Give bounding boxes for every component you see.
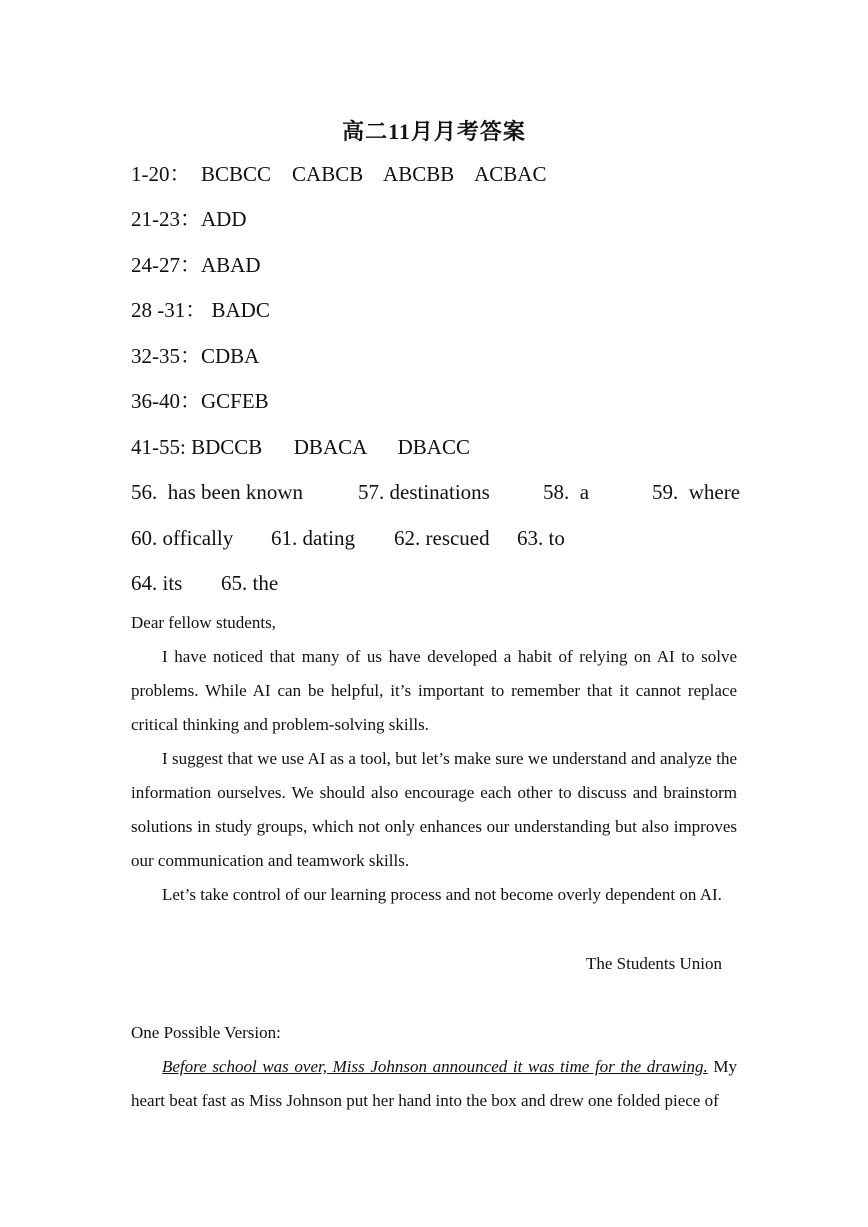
- answer-line-21-23: 21-23：ADD: [131, 207, 247, 231]
- fill-answer-58: 58. a: [543, 480, 590, 504]
- letter-paragraph-3: Let’s take control of our learning process and not become overly dependent on AI.: [162, 885, 722, 904]
- fill-answer-62: 62. rescued: [394, 526, 490, 550]
- story-section: [131, 1016, 737, 1118]
- answer-line-36-40: 36-40：GCFEB: [131, 389, 269, 413]
- story-heading: One Possible Version:: [131, 1023, 281, 1042]
- page-title: 高二11月月考答案: [342, 119, 526, 144]
- answer-line-24-27: 24-27：ABAD: [131, 253, 261, 277]
- fill-answer-57: 57. destinations: [358, 480, 490, 504]
- letter-signature: The Students Union: [586, 954, 722, 973]
- fill-answer-64: 64. its: [131, 571, 183, 595]
- fill-answer-60: 60. offically: [131, 526, 234, 550]
- fill-answer-59: 59. where: [652, 480, 741, 504]
- answer-line-1-20: 1-20： BCBCC CABCB ABCBB ACBAC: [131, 162, 547, 186]
- fill-answer-65: 65. the: [221, 571, 279, 595]
- letter-body: [131, 606, 737, 912]
- story-continuation: My heart beat fast as Miss Johnson put her hand into the box and drew one folded piece of: [131, 1057, 737, 1110]
- fill-answer-63: 63. to: [517, 526, 565, 550]
- answer-line-41-55: 41-55: BDCCB DBACA DBACC: [131, 435, 470, 459]
- answer-line-32-35: 32-35：CDBA: [131, 344, 260, 368]
- story-paragraph: [131, 1050, 737, 1118]
- letter-salutation: Dear fellow students,: [131, 613, 276, 632]
- fill-answer-56: 56. has been known: [131, 480, 304, 504]
- answer-line-28-31: 28 -31： BADC: [131, 298, 270, 322]
- story-lead-sentence: Before school was over, Miss Johnson announced it was time for the drawing.: [162, 1057, 708, 1076]
- fill-answer-61: 61. dating: [271, 526, 355, 550]
- letter-paragraph-1: I have noticed that many of us have developed a habit of relying on AI to solve problems. While AI can be helpful, it’s important to remember that it cannot replace critical thinking and problem-solving skills.: [131, 647, 737, 734]
- letter-paragraph-2: I suggest that we use AI as a tool, but let’s make sure we understand and analyze the information ourselves. We should also encourage each other to discuss and brainstorm solutions in study groups, which not only enhances our understanding but also improves our communication and teamwork skills.: [131, 749, 737, 870]
